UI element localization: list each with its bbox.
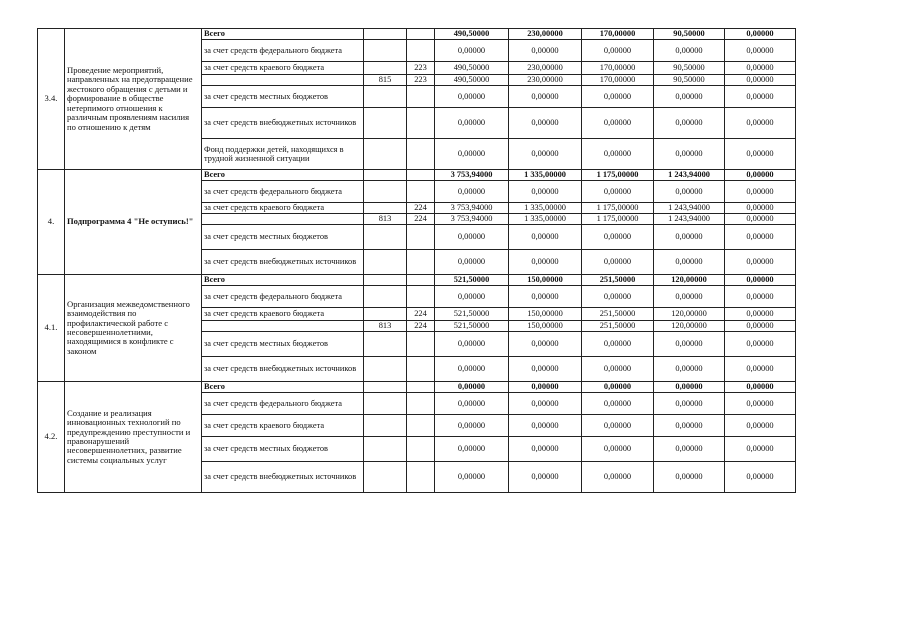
total-value-cell: 490,50000 (435, 62, 509, 75)
total-row (38, 29, 796, 40)
year-1-value-cell: 0,00000 (509, 462, 582, 493)
year-3-value-cell: 90,50000 (654, 62, 725, 75)
total-row (38, 170, 796, 181)
year-1-value-cell: 0,00000 (509, 86, 582, 108)
budget-code-cell (407, 286, 435, 308)
year-3-value-cell: 0,00000 (654, 139, 725, 170)
funding-source-cell: за счет средств местных бюджетов (202, 437, 364, 462)
funding-source-cell: Всего (202, 170, 364, 181)
year-3-value-cell: 0,00000 (654, 462, 725, 493)
total-value-cell: 0,00000 (435, 462, 509, 493)
section-name: Подпрограмма 4 "Не оступись!" (65, 170, 202, 275)
year-2-value-cell: 0,00000 (582, 462, 654, 493)
year-1-value-cell: 0,00000 (509, 393, 582, 415)
funding-source-cell: за счет средств внебюджетных источников (202, 108, 364, 139)
year-2-value-cell: 170,00000 (582, 62, 654, 75)
year-2-value-cell: 0,00000 (582, 415, 654, 437)
year-3-value-cell: 1 243,94000 (654, 203, 725, 214)
total-value-cell: 0,00000 (435, 86, 509, 108)
year-2-value-cell: 0,00000 (582, 357, 654, 382)
year-2-value-cell: 0,00000 (582, 382, 654, 393)
grbs-code-cell: 813 (364, 214, 407, 225)
year-2-value-cell: 1 175,00000 (582, 170, 654, 181)
year-1-value-cell: 0,00000 (509, 382, 582, 393)
funding-source-cell: за счет средств краевого бюджета (202, 203, 364, 214)
year-2-value-cell: 170,00000 (582, 29, 654, 40)
total-value-cell: 0,00000 (435, 250, 509, 275)
grbs-code-cell (364, 250, 407, 275)
grbs-code-cell (364, 462, 407, 493)
budget-code-cell (407, 225, 435, 250)
section-name: Проведение мероприятий, направленных на предотвращение жестокого обращения с детьми и формирование в обществе нетерпимого отношения к различным проявлениям насилия по отношению к детям (65, 29, 202, 170)
year-3-value-cell: 120,00000 (654, 308, 725, 321)
year-4-value-cell: 0,00000 (725, 203, 796, 214)
total-value-cell: 490,50000 (435, 29, 509, 40)
grbs-code-cell (364, 181, 407, 203)
grbs-code-cell (364, 437, 407, 462)
total-row (38, 382, 796, 393)
total-value-cell: 521,50000 (435, 321, 509, 332)
budget-code-cell (407, 181, 435, 203)
year-1-value-cell: 0,00000 (509, 139, 582, 170)
budget-code-cell: 224 (407, 203, 435, 214)
section-number: 4.1. (38, 275, 65, 382)
funding-source-cell: за счет средств местных бюджетов (202, 86, 364, 108)
year-2-value-cell: 0,00000 (582, 286, 654, 308)
budget-code-cell (407, 86, 435, 108)
funding-source-cell: за счет средств местных бюджетов (202, 332, 364, 357)
year-2-value-cell: 0,00000 (582, 181, 654, 203)
year-2-value-cell: 0,00000 (582, 225, 654, 250)
year-3-value-cell: 0,00000 (654, 225, 725, 250)
year-3-value-cell: 0,00000 (654, 332, 725, 357)
grbs-code-cell (364, 29, 407, 40)
year-4-value-cell: 0,00000 (725, 393, 796, 415)
year-4-value-cell: 0,00000 (725, 214, 796, 225)
budget-code-cell (407, 40, 435, 62)
grbs-code-cell (364, 332, 407, 357)
year-2-value-cell: 0,00000 (582, 108, 654, 139)
year-3-value-cell: 0,00000 (654, 415, 725, 437)
total-value-cell: 521,50000 (435, 275, 509, 286)
year-4-value-cell: 0,00000 (725, 40, 796, 62)
grbs-code-cell: 813 (364, 321, 407, 332)
year-3-value-cell: 0,00000 (654, 40, 725, 62)
budget-code-cell (407, 415, 435, 437)
year-3-value-cell: 90,50000 (654, 75, 725, 86)
grbs-code-cell (364, 139, 407, 170)
grbs-code-cell (364, 393, 407, 415)
year-1-value-cell: 0,00000 (509, 225, 582, 250)
total-value-cell: 0,00000 (435, 393, 509, 415)
funding-source-cell: за счет средств внебюджетных источников (202, 357, 364, 382)
total-value-cell: 0,00000 (435, 382, 509, 393)
year-3-value-cell: 0,00000 (654, 437, 725, 462)
grbs-code-cell (364, 62, 407, 75)
total-value-cell: 0,00000 (435, 437, 509, 462)
budget-table (37, 28, 796, 493)
total-value-cell: 521,50000 (435, 308, 509, 321)
year-3-value-cell: 0,00000 (654, 393, 725, 415)
year-1-value-cell: 0,00000 (509, 250, 582, 275)
year-4-value-cell: 0,00000 (725, 382, 796, 393)
funding-source-cell: за счет средств местных бюджетов (202, 225, 364, 250)
funding-source-cell: Всего (202, 382, 364, 393)
total-value-cell: 0,00000 (435, 225, 509, 250)
budget-code-cell (407, 393, 435, 415)
funding-source-cell (202, 75, 364, 86)
year-4-value-cell: 0,00000 (725, 415, 796, 437)
total-value-cell: 0,00000 (435, 332, 509, 357)
total-value-cell: 0,00000 (435, 286, 509, 308)
year-3-value-cell: 1 243,94000 (654, 170, 725, 181)
grbs-code-cell: 815 (364, 75, 407, 86)
year-1-value-cell: 0,00000 (509, 415, 582, 437)
year-1-value-cell: 230,00000 (509, 62, 582, 75)
year-3-value-cell: 120,00000 (654, 321, 725, 332)
funding-source-cell: за счет средств федерального бюджета (202, 181, 364, 203)
year-2-value-cell: 251,50000 (582, 308, 654, 321)
year-4-value-cell: 0,00000 (725, 86, 796, 108)
funding-source-cell: за счет средств внебюджетных источников (202, 462, 364, 493)
year-2-value-cell: 1 175,00000 (582, 203, 654, 214)
total-value-cell: 0,00000 (435, 139, 509, 170)
year-4-value-cell: 0,00000 (725, 139, 796, 170)
total-value-cell: 490,50000 (435, 75, 509, 86)
year-1-value-cell: 1 335,00000 (509, 203, 582, 214)
total-value-cell: 3 753,94000 (435, 203, 509, 214)
budget-code-cell: 224 (407, 308, 435, 321)
budget-code-cell (407, 250, 435, 275)
year-4-value-cell: 0,00000 (725, 321, 796, 332)
grbs-code-cell (364, 308, 407, 321)
budget-code-cell (407, 437, 435, 462)
year-4-value-cell: 0,00000 (725, 437, 796, 462)
budget-code-cell (407, 108, 435, 139)
year-1-value-cell: 1 335,00000 (509, 170, 582, 181)
year-3-value-cell: 0,00000 (654, 382, 725, 393)
total-value-cell: 3 753,94000 (435, 170, 509, 181)
section-number: 3.4. (38, 29, 65, 170)
section-number: 4. (38, 170, 65, 275)
section-number: 4.2. (38, 382, 65, 493)
year-4-value-cell: 0,00000 (725, 62, 796, 75)
budget-code-cell (407, 139, 435, 170)
year-1-value-cell: 230,00000 (509, 75, 582, 86)
year-4-value-cell: 0,00000 (725, 170, 796, 181)
funding-source-cell (202, 321, 364, 332)
year-4-value-cell: 0,00000 (725, 462, 796, 493)
year-3-value-cell: 0,00000 (654, 357, 725, 382)
grbs-code-cell (364, 225, 407, 250)
year-3-value-cell: 0,00000 (654, 86, 725, 108)
year-1-value-cell: 0,00000 (509, 357, 582, 382)
funding-source-cell: Всего (202, 29, 364, 40)
budget-code-cell (407, 462, 435, 493)
year-1-value-cell: 150,00000 (509, 308, 582, 321)
total-value-cell: 0,00000 (435, 108, 509, 139)
total-value-cell: 0,00000 (435, 181, 509, 203)
year-1-value-cell: 0,00000 (509, 40, 582, 62)
year-2-value-cell: 0,00000 (582, 86, 654, 108)
budget-code-cell: 224 (407, 321, 435, 332)
year-2-value-cell: 0,00000 (582, 40, 654, 62)
budget-code-cell: 223 (407, 75, 435, 86)
year-4-value-cell: 0,00000 (725, 108, 796, 139)
year-4-value-cell: 0,00000 (725, 332, 796, 357)
year-3-value-cell: 0,00000 (654, 250, 725, 275)
year-1-value-cell: 150,00000 (509, 321, 582, 332)
total-value-cell: 0,00000 (435, 40, 509, 62)
year-3-value-cell: 0,00000 (654, 108, 725, 139)
section-name: Создание и реализация инновационных технологий по предупреждению преступности и правонарушений несовершеннолетних, развитие системы социальных услуг (65, 382, 202, 493)
year-2-value-cell: 0,00000 (582, 393, 654, 415)
year-3-value-cell: 1 243,94000 (654, 214, 725, 225)
budget-code-cell (407, 275, 435, 286)
year-2-value-cell: 0,00000 (582, 437, 654, 462)
total-row (38, 275, 796, 286)
funding-source-cell: за счет средств краевого бюджета (202, 62, 364, 75)
funding-source-cell: за счет средств внебюджетных источников (202, 250, 364, 275)
funding-source-cell: Всего (202, 275, 364, 286)
year-1-value-cell: 0,00000 (509, 437, 582, 462)
grbs-code-cell (364, 86, 407, 108)
grbs-code-cell (364, 415, 407, 437)
year-4-value-cell: 0,00000 (725, 29, 796, 40)
year-1-value-cell: 0,00000 (509, 286, 582, 308)
year-2-value-cell: 0,00000 (582, 250, 654, 275)
year-1-value-cell: 0,00000 (509, 332, 582, 357)
year-1-value-cell: 150,00000 (509, 275, 582, 286)
year-4-value-cell: 0,00000 (725, 181, 796, 203)
year-3-value-cell: 0,00000 (654, 286, 725, 308)
grbs-code-cell (364, 40, 407, 62)
budget-code-cell (407, 170, 435, 181)
year-2-value-cell: 0,00000 (582, 139, 654, 170)
budget-code-cell (407, 382, 435, 393)
year-4-value-cell: 0,00000 (725, 286, 796, 308)
total-value-cell: 0,00000 (435, 357, 509, 382)
year-4-value-cell: 0,00000 (725, 275, 796, 286)
grbs-code-cell (364, 382, 407, 393)
grbs-code-cell (364, 275, 407, 286)
grbs-code-cell (364, 357, 407, 382)
year-1-value-cell: 0,00000 (509, 181, 582, 203)
year-2-value-cell: 1 175,00000 (582, 214, 654, 225)
year-4-value-cell: 0,00000 (725, 357, 796, 382)
year-1-value-cell: 0,00000 (509, 108, 582, 139)
grbs-code-cell (364, 203, 407, 214)
total-value-cell: 3 753,94000 (435, 214, 509, 225)
funding-source-cell: за счет средств федерального бюджета (202, 393, 364, 415)
year-3-value-cell: 90,50000 (654, 29, 725, 40)
budget-code-cell (407, 357, 435, 382)
grbs-code-cell (364, 170, 407, 181)
year-4-value-cell: 0,00000 (725, 75, 796, 86)
budget-code-cell (407, 29, 435, 40)
section-name: Организация межведомственного взаимодействия по профилактической работе с несовершеннолетними, находящимися в конфликте с законом (65, 275, 202, 382)
budget-code-cell: 223 (407, 62, 435, 75)
year-2-value-cell: 0,00000 (582, 332, 654, 357)
funding-source-cell: за счет средств федерального бюджета (202, 286, 364, 308)
funding-source-cell (202, 214, 364, 225)
funding-source-cell: Фонд поддержки детей, находящихся в трудной жизненной ситуации (202, 139, 364, 170)
funding-source-cell: за счет средств федерального бюджета (202, 40, 364, 62)
year-1-value-cell: 230,00000 (509, 29, 582, 40)
year-4-value-cell: 0,00000 (725, 250, 796, 275)
year-2-value-cell: 251,50000 (582, 321, 654, 332)
budget-code-cell: 224 (407, 214, 435, 225)
year-1-value-cell: 1 335,00000 (509, 214, 582, 225)
year-4-value-cell: 0,00000 (725, 225, 796, 250)
year-2-value-cell: 251,50000 (582, 275, 654, 286)
grbs-code-cell (364, 108, 407, 139)
year-4-value-cell: 0,00000 (725, 308, 796, 321)
total-value-cell: 0,00000 (435, 415, 509, 437)
funding-source-cell: за счет средств краевого бюджета (202, 415, 364, 437)
funding-source-cell: за счет средств краевого бюджета (202, 308, 364, 321)
year-2-value-cell: 170,00000 (582, 75, 654, 86)
year-3-value-cell: 0,00000 (654, 181, 725, 203)
grbs-code-cell (364, 286, 407, 308)
budget-code-cell (407, 332, 435, 357)
year-3-value-cell: 120,00000 (654, 275, 725, 286)
